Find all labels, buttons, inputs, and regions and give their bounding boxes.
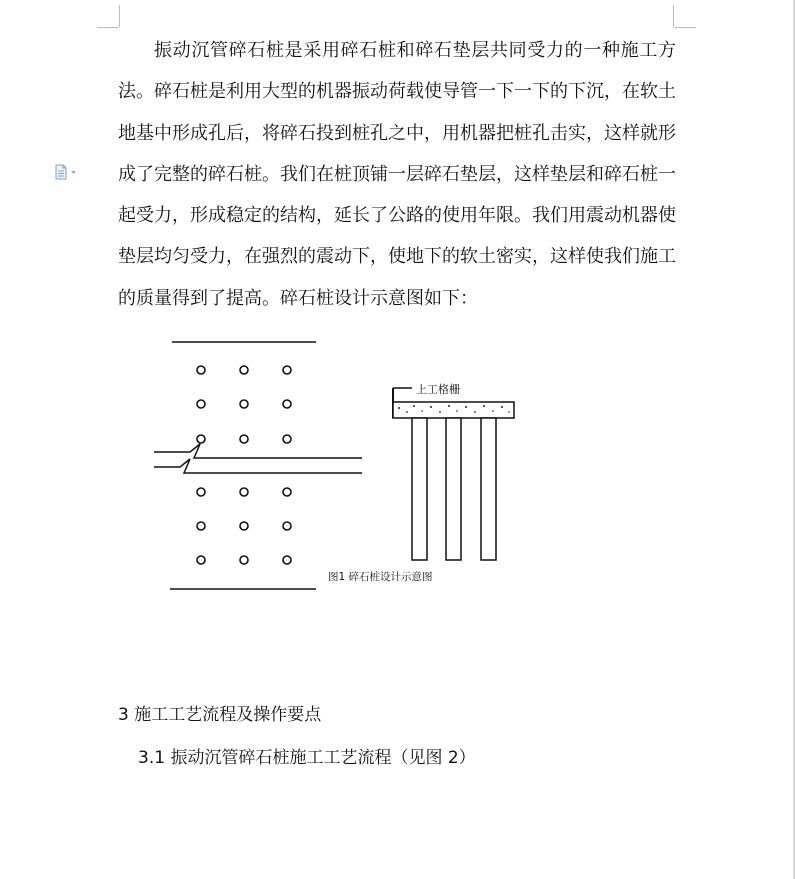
crop-mark-top-right (674, 27, 696, 28)
section-heading: 3 施工工艺流程及操作要点 (118, 705, 322, 725)
pile-circle (240, 435, 248, 443)
pile-column (481, 418, 496, 560)
pile-circle (197, 366, 205, 374)
section-piles (412, 418, 496, 560)
pile-circle (240, 366, 248, 374)
pile-circle (283, 556, 291, 564)
pile-design-figure (150, 332, 522, 594)
gravel-cushion-layer (393, 402, 514, 418)
pile-circle (240, 522, 248, 530)
pile-circle (240, 400, 248, 408)
pile-grid-plan (197, 366, 291, 564)
pile-circle (283, 366, 291, 374)
pile-circle (283, 488, 291, 496)
pile-circle (197, 400, 205, 408)
body-paragraph: 振动沉管碎石桩是采用碎石桩和碎石垫层共同受力的一种施工方法。碎石桩是利用大型的机器振动荷载使导管一下一下的下沉，在软土地基中形成孔后，将碎石投到桩孔之中，用机器把桩孔击实，这样就形成了完整的碎石桩。我们在桩顶铺一层碎石垫层，这样垫层和碎石桩一起受力，形成稳定的结构，延长了公路的使用年限。我们用震动机器使垫层均匀受力，在强烈的震动下，使地下的软土密实，这样使我们施工的质量得到了提高。碎石桩设计示意图如下： (118, 40, 676, 309)
crop-mark-top-right (673, 5, 674, 27)
pile-circle (197, 556, 205, 564)
pile-circle (283, 522, 291, 530)
subsection-heading: 3.1 振动沉管碎石桩施工工艺流程（见图 2） (138, 748, 476, 768)
geotextile-label: 上工格栅 (416, 383, 460, 396)
pile-circle (197, 435, 205, 443)
pile-circle (197, 488, 205, 496)
pile-circle (197, 522, 205, 530)
figure-caption: 图1 碎石桩设计示意图 (328, 571, 433, 583)
pile-circle (283, 435, 291, 443)
crop-mark-top-left (119, 5, 120, 27)
crop-mark-top-left (97, 27, 119, 28)
pile-column (412, 418, 427, 560)
chevron-down-icon (71, 171, 76, 174)
document-icon[interactable] (54, 164, 80, 180)
pile-circle (240, 488, 248, 496)
pile-circle (283, 400, 291, 408)
pile-circle (240, 556, 248, 564)
pile-column (446, 418, 461, 560)
